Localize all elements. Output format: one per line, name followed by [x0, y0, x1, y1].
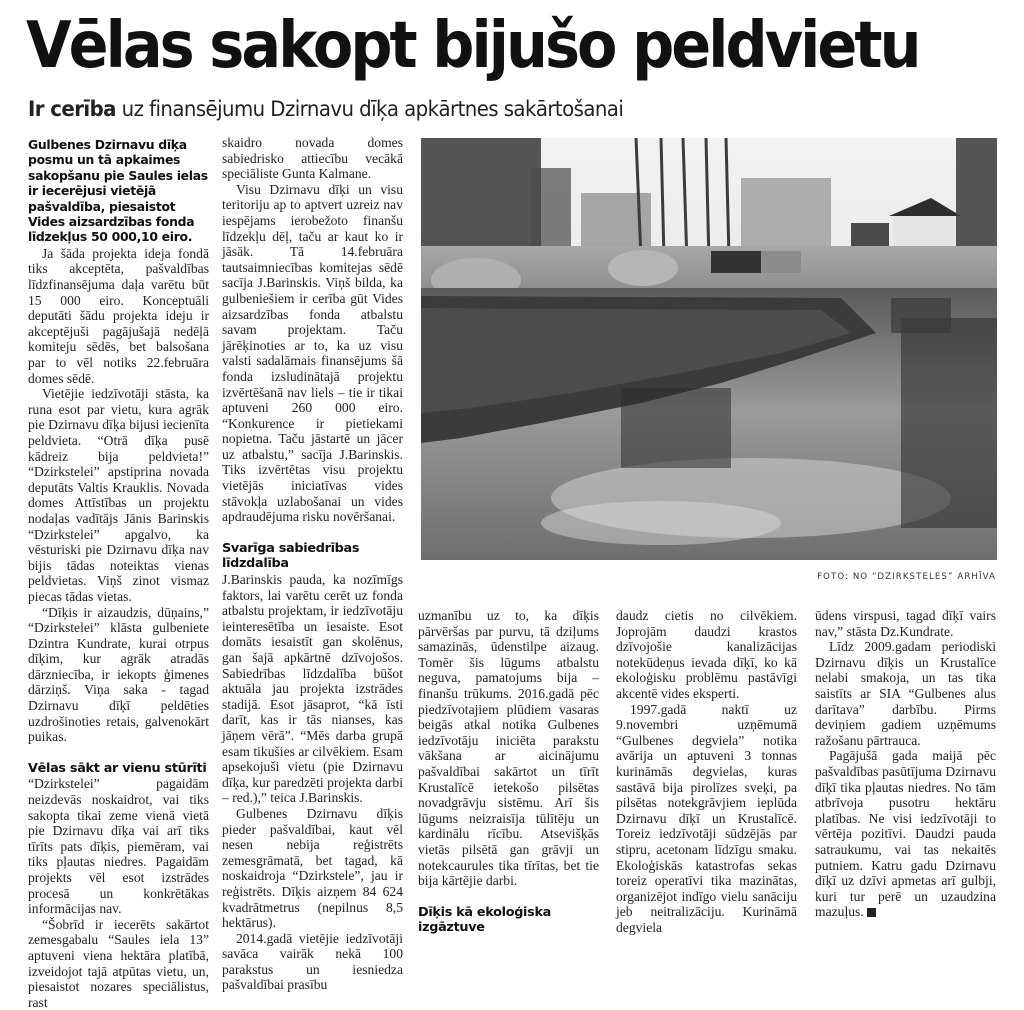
article-column-4: [616, 608, 797, 935]
paragraph: [815, 748, 996, 920]
article-lead: Gulbenes Dzirnavu dīķa posmu un tā apkaimes sakopšanu pie Saules ielas ir iecerējusi vietējā pašvaldība, piesaistot Vides aizsardzības fonda līdzekļus 50 000,10 eiro.: [28, 137, 208, 245]
paragraph: Gulbenes Dzirnavu dīķis pieder pašvaldībai, kaut vēl nesen nebija reģistrēts zemesgrāmatā, bet tagad, kā noskaidroja “Dzirkstele”, jau ir reģistrēts. Dīķis aizņem 84 624 kvadrātmetrus (nepilnus 8,5 hektārus).: [222, 805, 403, 931]
paragraph: 2014.gadā vietējie iedzīvotāji savāca vairāk nekā 100 parakstus un iesniedza pašvaldībai prasību: [222, 930, 403, 993]
section-subtitle: Svarīga sabiedrības līdzdalība: [222, 540, 360, 572]
paragraph: “Šobrīd ir iecerēts sakārtot zemesgabalu “Saules iela 13” aptuveni viena hektāra platībā, izveidojot tajā atpūtas vietu, un, piesaistot nozares speciālistus, rast: [28, 916, 209, 1010]
paragraph: skaidro novada domes sabiedrisko attiecību vecākā speciāliste Gunta Kalmane.: [222, 135, 403, 182]
article-photo-pond: [421, 138, 997, 560]
article-column-5: [815, 608, 996, 920]
subhead-bold: Ir cerība: [28, 97, 116, 121]
paragraph: “Dīķis ir aizaudzis, dūņains,” “Dzirkstelei” klāsta gulbeniete Dzintra Kundrate, kurai otrpus dīķim, kur agrāk atradās dārzniecība, ir iekopts ģimenes dārziņš. Viņa saka - tagad Dzirnavu dīķī peldēties uzdrošinoties retais, galvenokārt puikas.: [28, 604, 209, 745]
paragraph: uzmanību uz to, ka dīķis pārvēršas par purvu, tā dziļums samazinās, ūdenstilpe aizaug. Tomēr šis lūgums atbalstu neguva, pamatojums bija – finanšu trūkums. 2016.gadā pēc piedzīvotajiem plūdiem vasaras beigās atkal notika Gulbenes iedzīvotāju iniciēta parakstu vākšana ar aicinājumu pašvaldībai sakārtot un tīrīt Krustalīcē ietekošo pilsētas novadgrāvju sistēmu. Arī šis lūgums neizraisīja tūlītēju un kardinālu rīcību. Atsevišķās vietās pilsētā gan grāvji un notekcaurules tika tīrītas, bet tie bija kārtējie darbi.: [418, 608, 599, 889]
paragraph: Ja šāda projekta ideja fondā tiks akceptēta, pašvaldības līdzfinansējuma daļa varētu būt 15 000 eiro. Konceptuāli deputāti šādu projekta ideju ir akceptējuši pagājušajā nedēļā komiteju sēdēs, bet balsošana par to vēl notiks 22.februāra domes sēdē.: [28, 245, 209, 386]
paragraph: “Dzirkstelei” pagaidām neizdevās noskaidrot, vai tiks sakopta tikai zeme vienā vietā pie Dzirnavu dīķa vai arī tiks tīrīts pats dīķis, piemēram, vai tiks pļautas niedres. Pagaidām projekts vēl esot izstrādes procesā un konkrētākas informācijas nav.: [28, 776, 209, 917]
paragraph: Līdz 2009.gadam periodiski Dzirnavu dīķis un Krustalīce nelabi smakoja, un tas tika saistīts ar SIA “Gulbenes alus darītava” darbību. Pirms deviņiem gadiem uzņēmums ražošanu pārtrauca.: [815, 639, 996, 748]
section-subtitle: Dīķis kā ekoloģiska izgāztuve: [418, 904, 552, 936]
article-column-3: [418, 608, 599, 936]
paragraph: ūdens virspusi, tagad dīķī vairs nav,” stāsta Dz.Kundrate.: [815, 608, 996, 639]
headline: Vēlas sakopt bijušo peldvietu: [26, 9, 919, 83]
paragraph: Vietējie iedzīvotāji stāsta, ka runa esot par vietu, kura agrāk pie Dzirnavu dīķa bijusi iecienīta peldvieta. “Otrā dīķa pusē kādreiz bija peldvieta!” “Dzirkstelei” apstiprina novada deputāts Valtis Krauklis. Novada domes Attīstības un projektu nodaļas vadītājs Jānis Barinskis “Dzirkstelei” apgalvo, ka vēsturiski pie Dzirnavu dīķa nav bijis tādas noteiktas vienas peldvietas. Viņš zinot vismaz piecas tādas vietas.: [28, 386, 209, 604]
paragraph-text: Pagājušā gada maijā pēc pašvaldības pasūtījuma Dzirnavu dīķī tika pļautas niedres. No tām atbrīvoja pusotru hektāru platības. Ne visi iedzīvotāji to vērtēja pozitīvi. Daudzi pauda satraukumu, vai tas nekaitēs putniem. Katru gadu Dzirnavu dīķī uz dzīvi apmetas arī gulbji, kuri tur perē un uzaudzina mazuļus.: [815, 748, 996, 920]
paragraph: J.Barinskis pauda, ka nozīmīgs faktors, lai varētu cerēt uz fonda atbalstu projektam, ir iedzīvotāju ieinteresētība un iesaiste. Esot domāts iesaistīt gan skolēnus, gan šajā apkārtnē dzīvojošos. Sabiedrības līdzdalība būšot aktuāla jau projekta izstrādes stadijā. Esot jāsaprot, “kā īsti darīt, kas ir tās nianses, kas jāņem vērā”. “Mēs darba grupā esam tikušies ar cilvēkiem. Esam apsekojuši vietu (pie Dzirnavu dīķa, kur paredzēti projekta darbi – red.),” teica J.Barinskis.: [222, 572, 403, 806]
paragraph: daudz cietis no cilvēkiem. Joprojām daudzi krastos dzīvojošie kanalizācijas notekūdeņus ievada dīķī, ko kā ekoloģisku problēmu pastāvīgi akcentē vides eksperti.: [616, 608, 797, 701]
article-column-2: [222, 135, 403, 993]
subhead-rest: uz finansējumu Dzirnavu dīķa apkārtnes sakārtošanai: [115, 97, 624, 121]
paragraph: 1997.gadā naktī uz 9.novembri uzņēmumā “Gulbenes degviela” notika avārija un aptuveni 3 tonnas kurināmās degvielas, kuras sastāvā bija pirolīzes sveķi, pa pilsētas notekgrāvjiem ieplūda Dzirnavu dīķī un Krustalīcē. Toreiz iedzīvotāji sūdzējās par stipru, acetonam līdzīgu smaku. Ekoloģiskās katastrofas sekas toreiz operatīvi tika mazinātas, organizējot indīgo vielu sanāciju jeb neitralizāciju. Kurināmā degviela: [616, 701, 797, 935]
section-subtitle: Vēlas sākt ar vienu stūrīti: [28, 760, 207, 776]
photo-caption: FOTO: NO “DZIRKSTELES” ARHĪVA: [817, 572, 996, 582]
article-column-1: [28, 137, 209, 1010]
end-of-article-icon: [867, 908, 876, 917]
paragraph: Visu Dzirnavu dīķi un visu teritoriju ap to aptvert uzreiz nav iespējams ierobežoto finanšu līdzekļu dēļ, taču ar kaut ko ir jāsāk. Tā 14.februāra tautsaimniecības komitejas sēdē sacīja J.Barinskis. Viņš bilda, ka gulbeniešiem ir cerība gūt Vides aizsardzības fonda atbalstu savam projektam. Taču jārēķinoties ar to, ka uz visu valsti sadalāmais finansējums šā fonda izsludinātajā projektu izvērtēšanā nav liels – tie ir tikai aptuveni 260 000 eiro. “Konkurence ir pietiekami nopietna. Taču jāstartē un jācer uz atbalstu,” sacīja J.Barinskis. Tiks izvērtētas visu projektu vietējās iniciatīvas vides stāvokļa uzlabošanai un vides apdraudējuma risku novēršanai.: [222, 181, 403, 525]
subheadline: [28, 95, 623, 123]
